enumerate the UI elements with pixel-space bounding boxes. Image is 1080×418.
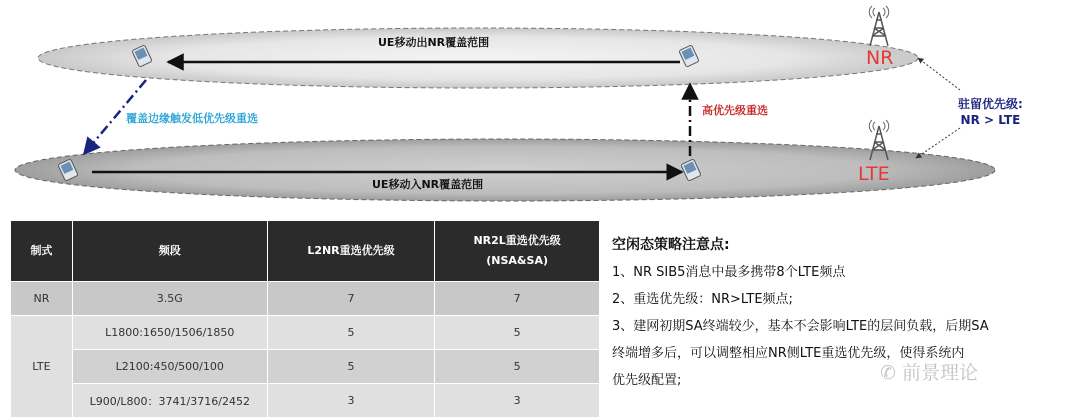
wechat-icon: ✆ [880,362,896,384]
lte-label: LTE [858,163,890,185]
cell-nr2l: 5 [435,350,600,384]
nr-label: NR [866,47,894,69]
camp-priority-title: 驻留优先级: [958,97,1023,111]
header-nr2l-line1: NR2L重选优先级 [473,234,561,247]
cell-band: 3.5G [72,282,267,316]
table-row [11,384,600,418]
table-header-row [11,221,600,282]
table-row [11,350,600,384]
cell-nr2l: 5 [435,316,600,350]
watermark-text: 前景理论 [901,362,978,384]
header-rat: 制式 [11,221,73,282]
table-row [11,316,600,350]
cell-l2nr: 3 [267,384,435,418]
cell-band: L900/L800：3741/3716/2452 [72,384,267,418]
priority-arrow-nr [918,58,960,90]
camp-priority-value: NR > LTE [960,113,1021,127]
move-in-label: UE移动入NR覆盖范围 [372,178,484,191]
cell-rat: NR [11,282,73,316]
idle-strategy-notes [612,232,1080,394]
table-row [11,282,600,316]
header-l2nr: L2NR重选优先级 [267,221,435,282]
low-priority-reselect-label: 覆盖边缘触发低优先级重选 [126,112,258,125]
cell-band: L1800:1650/1506/1850 [72,316,267,350]
notes-title: 空闲态策略注意点: [612,237,730,253]
cell-band: L2100:450/500/100 [72,350,267,384]
cell-l2nr: 5 [267,350,435,384]
priority-table [10,220,600,418]
cell-nr2l: 3 [435,384,600,418]
nr-tower-icon [869,6,888,46]
watermark [880,358,978,385]
notes-line: 3、建网初期SA终端较少，基本不会影响LTE的层间负载，后期SA [612,319,989,334]
notes-line: 2、重选优先级：NR>LTE频点; [612,292,793,307]
high-priority-reselect-label: 高优先级重选 [702,104,768,117]
header-nr2l-line2: (NSA&SA) [486,254,548,267]
notes-line: 终端增多后，可以调整相应NR侧LTE重选优先级，使得系统内 [612,346,965,361]
notes-line: 1、NR SIB5消息中最多携带8个LTE频点 [612,265,846,280]
header-nr2l [435,221,600,282]
cell-rat: LTE [11,316,73,418]
header-band: 频段 [72,221,267,282]
cell-l2nr: 5 [267,316,435,350]
move-out-label: UE移动出NR覆盖范围 [378,36,490,49]
cell-l2nr: 7 [267,282,435,316]
camp-priority [958,96,1023,128]
notes-line: 优先级配置; [612,373,682,388]
lte-coverage-ellipse [15,139,995,201]
cell-nr2l: 7 [435,282,600,316]
priority-arrow-lte [916,128,960,158]
